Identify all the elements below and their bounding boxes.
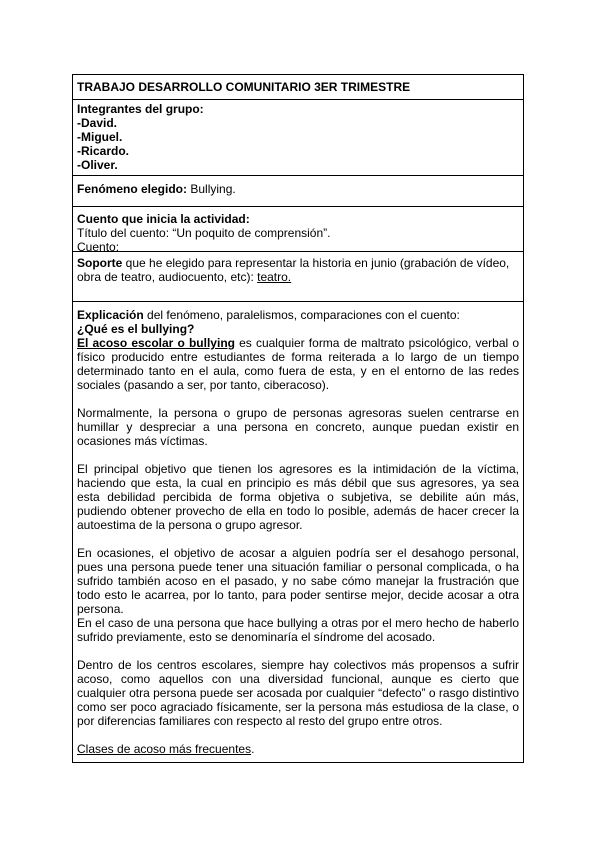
paragraph-schools: Dentro de los centros escolares, siempre hay colectivos más propensos a sufrir acoso, como aquellos con una diversidad funcional, aunque es cierto que cualquier otra persona puede ser acosada por cualquier “defecto” o rasgo distintivo como ser poco agraciado físicamente, ser la persona más estudiosa de la clase, o por diferencias familiares con respecto al resto del grupo entre otros. [77,658,519,728]
phenomenon-value: Bullying. [187,182,236,196]
definition-text: es cualquier forma de maltrato psicológico, verbal o físico producido entre estudiantes de forma reiterada a lo largo de un tiempo determinado tanto en el aula, como fuera de esta, y en el entorno de las redes sociales (pasando a ser, por tanto, ciberacoso). [77,336,519,392]
explanation-label-rest: del fenómeno, paralelismos, comparaciones con el cuento: [143,308,460,322]
member-item: -Ricardo. [77,144,130,158]
types-end: . [251,742,255,756]
support-cell [73,251,523,301]
phenomenon-label: Fenómeno elegido: [77,182,188,196]
activity-table [72,74,524,763]
types-link[interactable]: Clases de acoso más frecuentes [77,742,252,756]
story-cell [73,206,523,254]
paragraph-definition [77,336,519,392]
definition-term: El acoso escolar o bullying [77,336,235,350]
story-label: Cuento que inicia la actividad: [77,212,250,226]
document-page [72,74,524,763]
story-text-line: Cuento: [77,240,120,254]
title-cell [73,75,523,99]
member-item: -David. [77,116,118,130]
paragraph-syndrome: En el caso de una persona que hace bullying a otras por el mero hecho de haberlo sufrido previamente, esto se denominaría el síndrome del acosado. [77,616,519,644]
member-item: -Oliver. [77,158,118,172]
paragraph-motivation: En ocasiones, el objetivo de acosar a alguien podría ser el desahogo personal, pues una persona puede tener una situación familiar o personal complicada, o ha sufrido también acoso en el pasado, y no sabe cómo manejar la frustración que todo esto le acarrea, por lo tanto, para poder sentirse mejor, decide acosar a otra persona. [77,546,519,616]
support-label: Soporte [77,256,123,270]
support-text: que he elegido para representar la historia en junio (grabación de vídeo, obra de teatro, audiocuento, etc): [77,256,510,284]
paragraph-types [77,742,519,756]
members-label: Integrantes del grupo: [77,102,204,116]
explanation-cell [73,301,523,762]
story-title-line: Título del cuento: “Un poquito de comprensión”. [77,226,331,240]
bullying-question: ¿Qué es el bullying? [77,322,195,336]
document-title: TRABAJO DESARROLLO COMUNITARIO 3ER TRIMESTRE [77,80,411,94]
members-cell [73,99,523,175]
paragraph-aggressors: Normalmente, la persona o grupo de personas agresoras suelen centrarse en humillar y despreciar a una persona en concreto, aunque puedan existir en ocasiones más víctimas. [77,406,519,448]
support-value: teatro. [257,270,292,284]
paragraph-objective: El principal objetivo que tienen los agresores es la intimidación de la víctima, haciendo que esta, la cual en principio es más débil que sus agresores, ya sea esta debilidad percibida de forma objetiva o subjetiva, se debilite aún más, pudiendo obtener provecho de ella en todo lo posible, además de hacer crecer la autoestima de la persona o grupo agresor. [77,462,519,532]
phenomenon-cell [73,175,523,206]
member-item: -Miguel. [77,130,123,144]
explanation-label: Explicación [77,308,144,322]
